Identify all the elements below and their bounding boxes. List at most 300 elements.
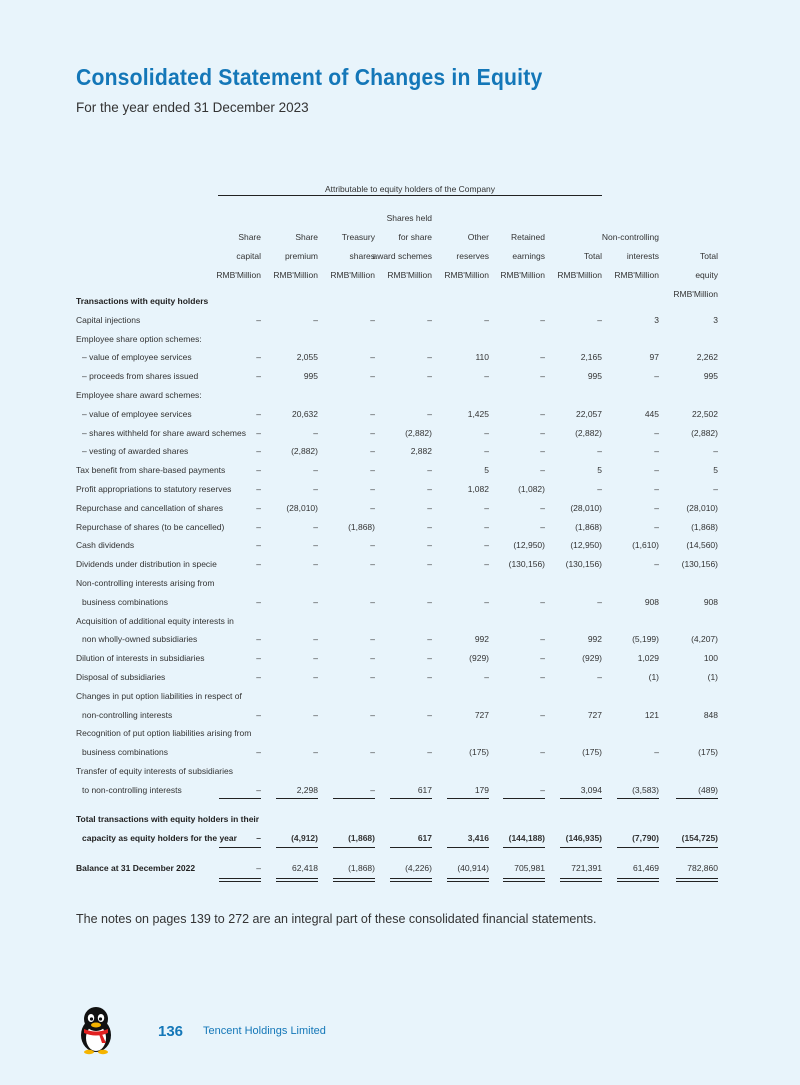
- page-subtitle: For the year ended 31 December 2023: [76, 100, 309, 115]
- row-value: (130,156): [508, 559, 545, 570]
- subtotal-underline: [333, 798, 375, 799]
- row-value: 992: [587, 634, 602, 645]
- row-value: (1,610): [632, 540, 659, 551]
- row-value: –: [256, 484, 261, 494]
- row-value: –: [540, 634, 545, 645]
- row-value: –: [427, 709, 432, 720]
- row-value: –: [484, 672, 489, 682]
- row-value: (130,156): [565, 559, 602, 570]
- row-value: 1,082: [467, 484, 489, 494]
- row-value: 617: [417, 833, 432, 843]
- row-label: Transactions with equity holders: [76, 296, 209, 306]
- row-label: Tax benefit from share-based payments: [76, 465, 226, 476]
- row-value: 22,502: [692, 408, 718, 419]
- row-value: (12,950): [570, 540, 602, 551]
- row-label: capacity as equity holders for the year: [82, 833, 237, 843]
- row-value: –: [540, 672, 545, 682]
- row-value: –: [597, 672, 602, 682]
- row-value: (130,156): [681, 559, 718, 570]
- row-value: –: [370, 653, 375, 664]
- row-label: Dilution of interests in subsidiaries: [76, 653, 205, 664]
- row-label: non wholly-owned subsidiaries: [82, 634, 198, 645]
- row-value: (2,882): [575, 427, 602, 438]
- row-value: –: [427, 634, 432, 645]
- row-value: (154,725): [681, 833, 718, 843]
- row-value: –: [540, 371, 545, 382]
- row-value: –: [484, 521, 489, 532]
- table-row: [76, 706, 724, 724]
- row-label: – proceeds from shares issued: [82, 371, 199, 382]
- column-header-line: award schemes: [372, 251, 432, 261]
- row-value: 22,057: [576, 408, 602, 419]
- total-underline: [333, 847, 375, 848]
- row-value: –: [427, 408, 432, 419]
- row-label: Profit appropriations to statutory reserves: [76, 484, 232, 494]
- subtotal-underline: [276, 798, 318, 799]
- row-value: 705,981: [514, 863, 545, 873]
- row-label: Acquisition of additional equity interests in: [76, 615, 234, 626]
- row-value: –: [313, 709, 318, 720]
- row-value: –: [256, 747, 261, 758]
- row-value: 782,860: [687, 863, 718, 873]
- row-label: Repurchase of shares (to be cancelled): [76, 521, 225, 532]
- table-row: [76, 630, 724, 648]
- table-row: [76, 442, 724, 460]
- row-value: (929): [469, 653, 489, 664]
- penguin-logo-icon: [76, 1005, 116, 1055]
- page-number: 136: [158, 1023, 184, 1040]
- row-label: Repurchase and cancellation of shares: [76, 502, 223, 513]
- row-value: –: [597, 446, 602, 457]
- table-row: [76, 829, 724, 847]
- row-value: –: [654, 559, 659, 570]
- row-value: –: [540, 465, 545, 476]
- row-value: –: [540, 427, 545, 438]
- column-header-line: capital: [236, 251, 261, 261]
- row-value: –: [427, 540, 432, 551]
- row-value: 121: [644, 709, 659, 720]
- row-value: (3,583): [632, 784, 659, 795]
- table-row: [76, 743, 724, 761]
- balance-double-underline: [617, 878, 659, 882]
- row-value: –: [370, 314, 375, 325]
- row-value: –: [256, 502, 261, 513]
- row-value: 727: [587, 709, 602, 720]
- column-header-line: [638, 228, 718, 247]
- table-row: [76, 649, 724, 667]
- row-value: (1): [648, 672, 659, 682]
- row-value: 445: [644, 408, 659, 419]
- row-value: (4,226): [405, 863, 432, 873]
- row-value: –: [370, 559, 375, 570]
- column-header-line: Non-controlling: [601, 232, 659, 242]
- row-value: 721,391: [571, 863, 602, 873]
- row-value: –: [370, 634, 375, 645]
- row-value: (489): [698, 784, 718, 795]
- row-value: (4,207): [691, 634, 718, 645]
- row-label: non-controlling interests: [82, 709, 173, 720]
- row-value: –: [256, 709, 261, 720]
- row-value: –: [370, 408, 375, 419]
- row-value: 2,055: [296, 352, 318, 363]
- column-header-line: earnings: [512, 251, 545, 261]
- row-value: 97: [649, 352, 659, 363]
- column-header-line: reserves: [456, 251, 489, 261]
- table-row: [76, 555, 724, 573]
- balance-double-underline: [276, 878, 318, 882]
- row-label: to non-controlling interests: [82, 784, 182, 795]
- total-underline: [617, 847, 659, 848]
- row-value: –: [313, 653, 318, 664]
- row-value: –: [540, 784, 545, 795]
- table-row: [76, 518, 724, 536]
- footnote: The notes on pages 139 to 272 are an integral part of these consolidated financial statements.: [76, 912, 597, 926]
- row-value: 2,298: [296, 784, 318, 795]
- row-value: –: [370, 540, 375, 551]
- row-value: –: [654, 465, 659, 476]
- row-value: 100: [703, 653, 718, 664]
- subtotal-underline: [676, 798, 718, 799]
- row-value: (1,868): [348, 521, 375, 532]
- row-label: Employee share option schemes:: [76, 333, 202, 344]
- row-value: –: [256, 427, 261, 438]
- row-value: –: [540, 352, 545, 363]
- column-header-line: RMB'Million: [557, 270, 602, 280]
- row-value: (40,914): [457, 863, 489, 873]
- column-header-line: [638, 209, 718, 228]
- row-value: –: [427, 672, 432, 682]
- column-header-line: Total: [584, 251, 602, 261]
- table-row: [76, 762, 724, 780]
- row-value: –: [313, 634, 318, 645]
- column-header-line: RMB'Million: [614, 270, 659, 280]
- balance-double-underline: [503, 878, 545, 882]
- table-row: [76, 292, 724, 310]
- row-value: –: [540, 502, 545, 513]
- row-value: (1,868): [348, 863, 375, 873]
- balance-double-underline: [390, 878, 432, 882]
- row-value: (2,882): [405, 427, 432, 438]
- table-row: [76, 536, 724, 554]
- column-header-line: RMB'Million: [273, 270, 318, 280]
- row-value: 5: [484, 465, 489, 476]
- row-value: –: [370, 427, 375, 438]
- row-value: –: [540, 408, 545, 419]
- row-value: –: [370, 502, 375, 513]
- row-value: –: [484, 314, 489, 325]
- page-title: Consolidated Statement of Changes in Equity: [76, 64, 543, 90]
- row-label: Non-controlling interests arising from: [76, 578, 215, 588]
- total-underline: [276, 847, 318, 848]
- row-value: (12,950): [513, 540, 545, 551]
- balance-double-underline: [447, 878, 489, 882]
- balance-double-underline: [560, 878, 602, 882]
- row-value: 2,165: [580, 352, 602, 363]
- row-value: –: [427, 653, 432, 664]
- row-label: Dividends under distribution in specie: [76, 559, 217, 570]
- row-value: –: [256, 446, 261, 457]
- row-value: –: [256, 352, 261, 363]
- row-value: (28,010): [286, 502, 318, 513]
- row-label: – value of employee services: [82, 408, 192, 419]
- row-value: (175): [469, 747, 489, 758]
- column-header-line: for share: [398, 232, 432, 242]
- row-value: (146,935): [565, 833, 602, 843]
- row-value: –: [256, 634, 261, 645]
- row-label: – shares withheld for share award schemes: [82, 427, 246, 438]
- row-value: –: [540, 446, 545, 457]
- row-value: –: [256, 408, 261, 419]
- table-row: [76, 593, 724, 611]
- table-row: [76, 311, 724, 329]
- row-value: –: [484, 596, 489, 607]
- row-value: –: [313, 521, 318, 532]
- row-value: –: [256, 833, 261, 843]
- row-value: 617: [417, 784, 432, 795]
- row-value: 1,029: [637, 653, 659, 664]
- row-value: –: [654, 446, 659, 457]
- table-row: [76, 348, 724, 366]
- total-underline: [390, 847, 432, 848]
- table-row: [76, 480, 724, 498]
- row-value: –: [370, 672, 375, 682]
- row-value: –: [256, 314, 261, 325]
- table-row: [76, 405, 724, 423]
- column-header-line: Shares held: [386, 213, 432, 223]
- table-row: [76, 687, 724, 705]
- row-value: 908: [644, 596, 659, 607]
- row-value: 62,418: [292, 863, 318, 873]
- row-value: –: [540, 747, 545, 758]
- attributable-header: Attributable to equity holders of the Company: [324, 184, 496, 194]
- table-row: [76, 724, 724, 742]
- row-value: –: [427, 314, 432, 325]
- row-value: –: [597, 314, 602, 325]
- row-value: 3: [713, 314, 718, 325]
- subtotal-underline: [617, 798, 659, 799]
- row-value: (7,790): [632, 833, 659, 843]
- row-value: 20,632: [292, 408, 318, 419]
- row-value: 992: [474, 634, 489, 645]
- row-value: –: [484, 446, 489, 457]
- table-row: [76, 367, 724, 385]
- row-value: –: [713, 446, 718, 457]
- table-row: [76, 574, 724, 592]
- row-value: (144,188): [508, 833, 545, 843]
- row-value: –: [256, 596, 261, 607]
- table-row: [76, 668, 724, 686]
- row-value: 3: [654, 314, 659, 325]
- row-label: Total transactions with equity holders in their: [76, 814, 260, 824]
- row-value: –: [427, 352, 432, 363]
- row-value: –: [540, 653, 545, 664]
- row-value: –: [427, 465, 432, 476]
- total-underline: [676, 847, 718, 848]
- row-label: Employee share award schemes:: [76, 390, 202, 400]
- row-value: –: [540, 596, 545, 607]
- row-value: –: [256, 672, 261, 682]
- row-value: –: [370, 709, 375, 720]
- row-value: 1,425: [467, 408, 489, 419]
- row-value: –: [256, 371, 261, 382]
- row-value: 2,882: [410, 446, 432, 457]
- row-value: –: [313, 672, 318, 682]
- row-value: –: [370, 371, 375, 382]
- row-value: 110: [475, 352, 489, 363]
- column-header-line: Retained: [510, 232, 545, 242]
- row-value: –: [654, 484, 659, 494]
- row-label: – vesting of awarded shares: [82, 446, 189, 457]
- row-value: –: [370, 352, 375, 363]
- row-value: –: [313, 465, 318, 476]
- row-value: –: [654, 502, 659, 513]
- row-value: 5: [597, 465, 602, 476]
- row-value: –: [370, 465, 375, 476]
- row-value: 179: [474, 784, 489, 795]
- row-value: –: [597, 596, 602, 607]
- row-value: 995: [303, 371, 318, 382]
- table-row: [76, 781, 724, 799]
- row-value: –: [370, 446, 375, 457]
- row-value: –: [540, 709, 545, 720]
- column-header-line: RMB'Million: [673, 289, 718, 299]
- subtotal-underline: [503, 798, 545, 799]
- column-header: [638, 209, 718, 304]
- column-header-line: RMB'Million: [216, 270, 261, 280]
- row-label: Recognition of put option liabilities arising from: [76, 728, 252, 739]
- row-value: –: [427, 371, 432, 382]
- row-value: –: [313, 596, 318, 607]
- row-value: –: [654, 521, 659, 532]
- row-value: (14,560): [686, 540, 718, 551]
- subtotal-underline: [390, 798, 432, 799]
- column-header-line: Total: [700, 251, 718, 261]
- row-value: 3,094: [580, 784, 602, 795]
- column-header-line: Share: [295, 232, 318, 242]
- row-value: 848: [703, 709, 718, 720]
- subtotal-underline: [447, 798, 489, 799]
- row-label: Capital injections: [76, 314, 141, 325]
- row-value: –: [484, 559, 489, 570]
- row-value: (929): [582, 653, 602, 664]
- row-value: –: [370, 784, 375, 795]
- row-value: –: [654, 371, 659, 382]
- row-value: –: [427, 747, 432, 758]
- row-value: –: [597, 484, 602, 494]
- column-header-line: RMB'Million: [500, 270, 545, 280]
- subtotal-underline: [219, 798, 261, 799]
- row-label: business combinations: [82, 747, 168, 758]
- row-label: – value of employee services: [82, 352, 192, 363]
- row-value: (28,010): [570, 502, 602, 513]
- table-row: [76, 424, 724, 442]
- balance-double-underline: [219, 878, 261, 882]
- column-header-line: Treasury: [341, 232, 375, 242]
- total-underline: [503, 847, 545, 848]
- row-value: –: [256, 653, 261, 664]
- balance-double-underline: [676, 878, 718, 882]
- column-header-line: RMB'Million: [330, 270, 375, 280]
- table-row: [76, 859, 724, 877]
- row-value: –: [484, 540, 489, 551]
- attributable-divider: [218, 195, 602, 196]
- row-value: 995: [587, 371, 602, 382]
- row-value: –: [427, 559, 432, 570]
- column-header-line: equity: [695, 270, 718, 280]
- row-value: –: [313, 484, 318, 494]
- total-underline: [219, 847, 261, 848]
- row-value: (28,010): [686, 502, 718, 513]
- row-value: –: [313, 427, 318, 438]
- row-value: –: [484, 502, 489, 513]
- row-value: (5,199): [632, 634, 659, 645]
- column-header-line: premium: [284, 251, 318, 261]
- row-label: Changes in put option liabilities in respect of: [76, 690, 242, 701]
- row-value: (175): [582, 747, 602, 758]
- row-value: –: [256, 521, 261, 532]
- row-value: (1,082): [518, 484, 545, 494]
- total-underline: [560, 847, 602, 848]
- table-row: [76, 330, 724, 348]
- row-value: (2,882): [691, 427, 718, 438]
- column-header-line: interests: [626, 251, 659, 261]
- row-label: Cash dividends: [76, 540, 135, 551]
- subtotal-underline: [560, 798, 602, 799]
- row-value: 61,469: [633, 863, 659, 873]
- row-value: 995: [703, 371, 718, 382]
- row-value: –: [427, 596, 432, 607]
- row-value: (175): [698, 747, 718, 758]
- table-row: [76, 386, 724, 404]
- row-value: (1,868): [348, 833, 375, 843]
- column-header-line: Other: [467, 232, 489, 242]
- row-value: –: [427, 521, 432, 532]
- row-value: –: [313, 747, 318, 758]
- row-value: –: [313, 314, 318, 325]
- row-value: –: [256, 559, 261, 570]
- row-value: –: [370, 747, 375, 758]
- row-value: (1): [707, 672, 718, 682]
- table-row: [76, 461, 724, 479]
- column-header-line: shares: [349, 251, 375, 261]
- row-value: (1,868): [691, 521, 718, 532]
- row-value: –: [540, 314, 545, 325]
- row-value: (2,882): [291, 446, 318, 457]
- table-row: [76, 499, 724, 517]
- row-value: –: [484, 427, 489, 438]
- row-value: –: [654, 427, 659, 438]
- row-value: 727: [474, 709, 489, 720]
- table-row: [76, 810, 724, 828]
- row-value: –: [256, 540, 261, 551]
- row-value: –: [713, 484, 718, 494]
- row-value: –: [484, 371, 489, 382]
- row-label: Balance at 31 December 2022: [76, 863, 196, 873]
- row-value: (1,868): [575, 521, 602, 532]
- row-value: –: [427, 484, 432, 494]
- row-value: –: [427, 502, 432, 513]
- row-label: Transfer of equity interests of subsidiaries: [76, 766, 234, 776]
- row-value: –: [256, 784, 261, 795]
- row-value: –: [370, 596, 375, 607]
- row-value: 2,262: [696, 352, 718, 363]
- column-header-line: RMB'Million: [387, 270, 432, 280]
- row-label: business combinations: [82, 596, 168, 607]
- row-value: –: [654, 747, 659, 758]
- company-name: Tencent Holdings Limited: [203, 1025, 326, 1037]
- total-underline: [447, 847, 489, 848]
- row-value: 3,416: [467, 833, 489, 843]
